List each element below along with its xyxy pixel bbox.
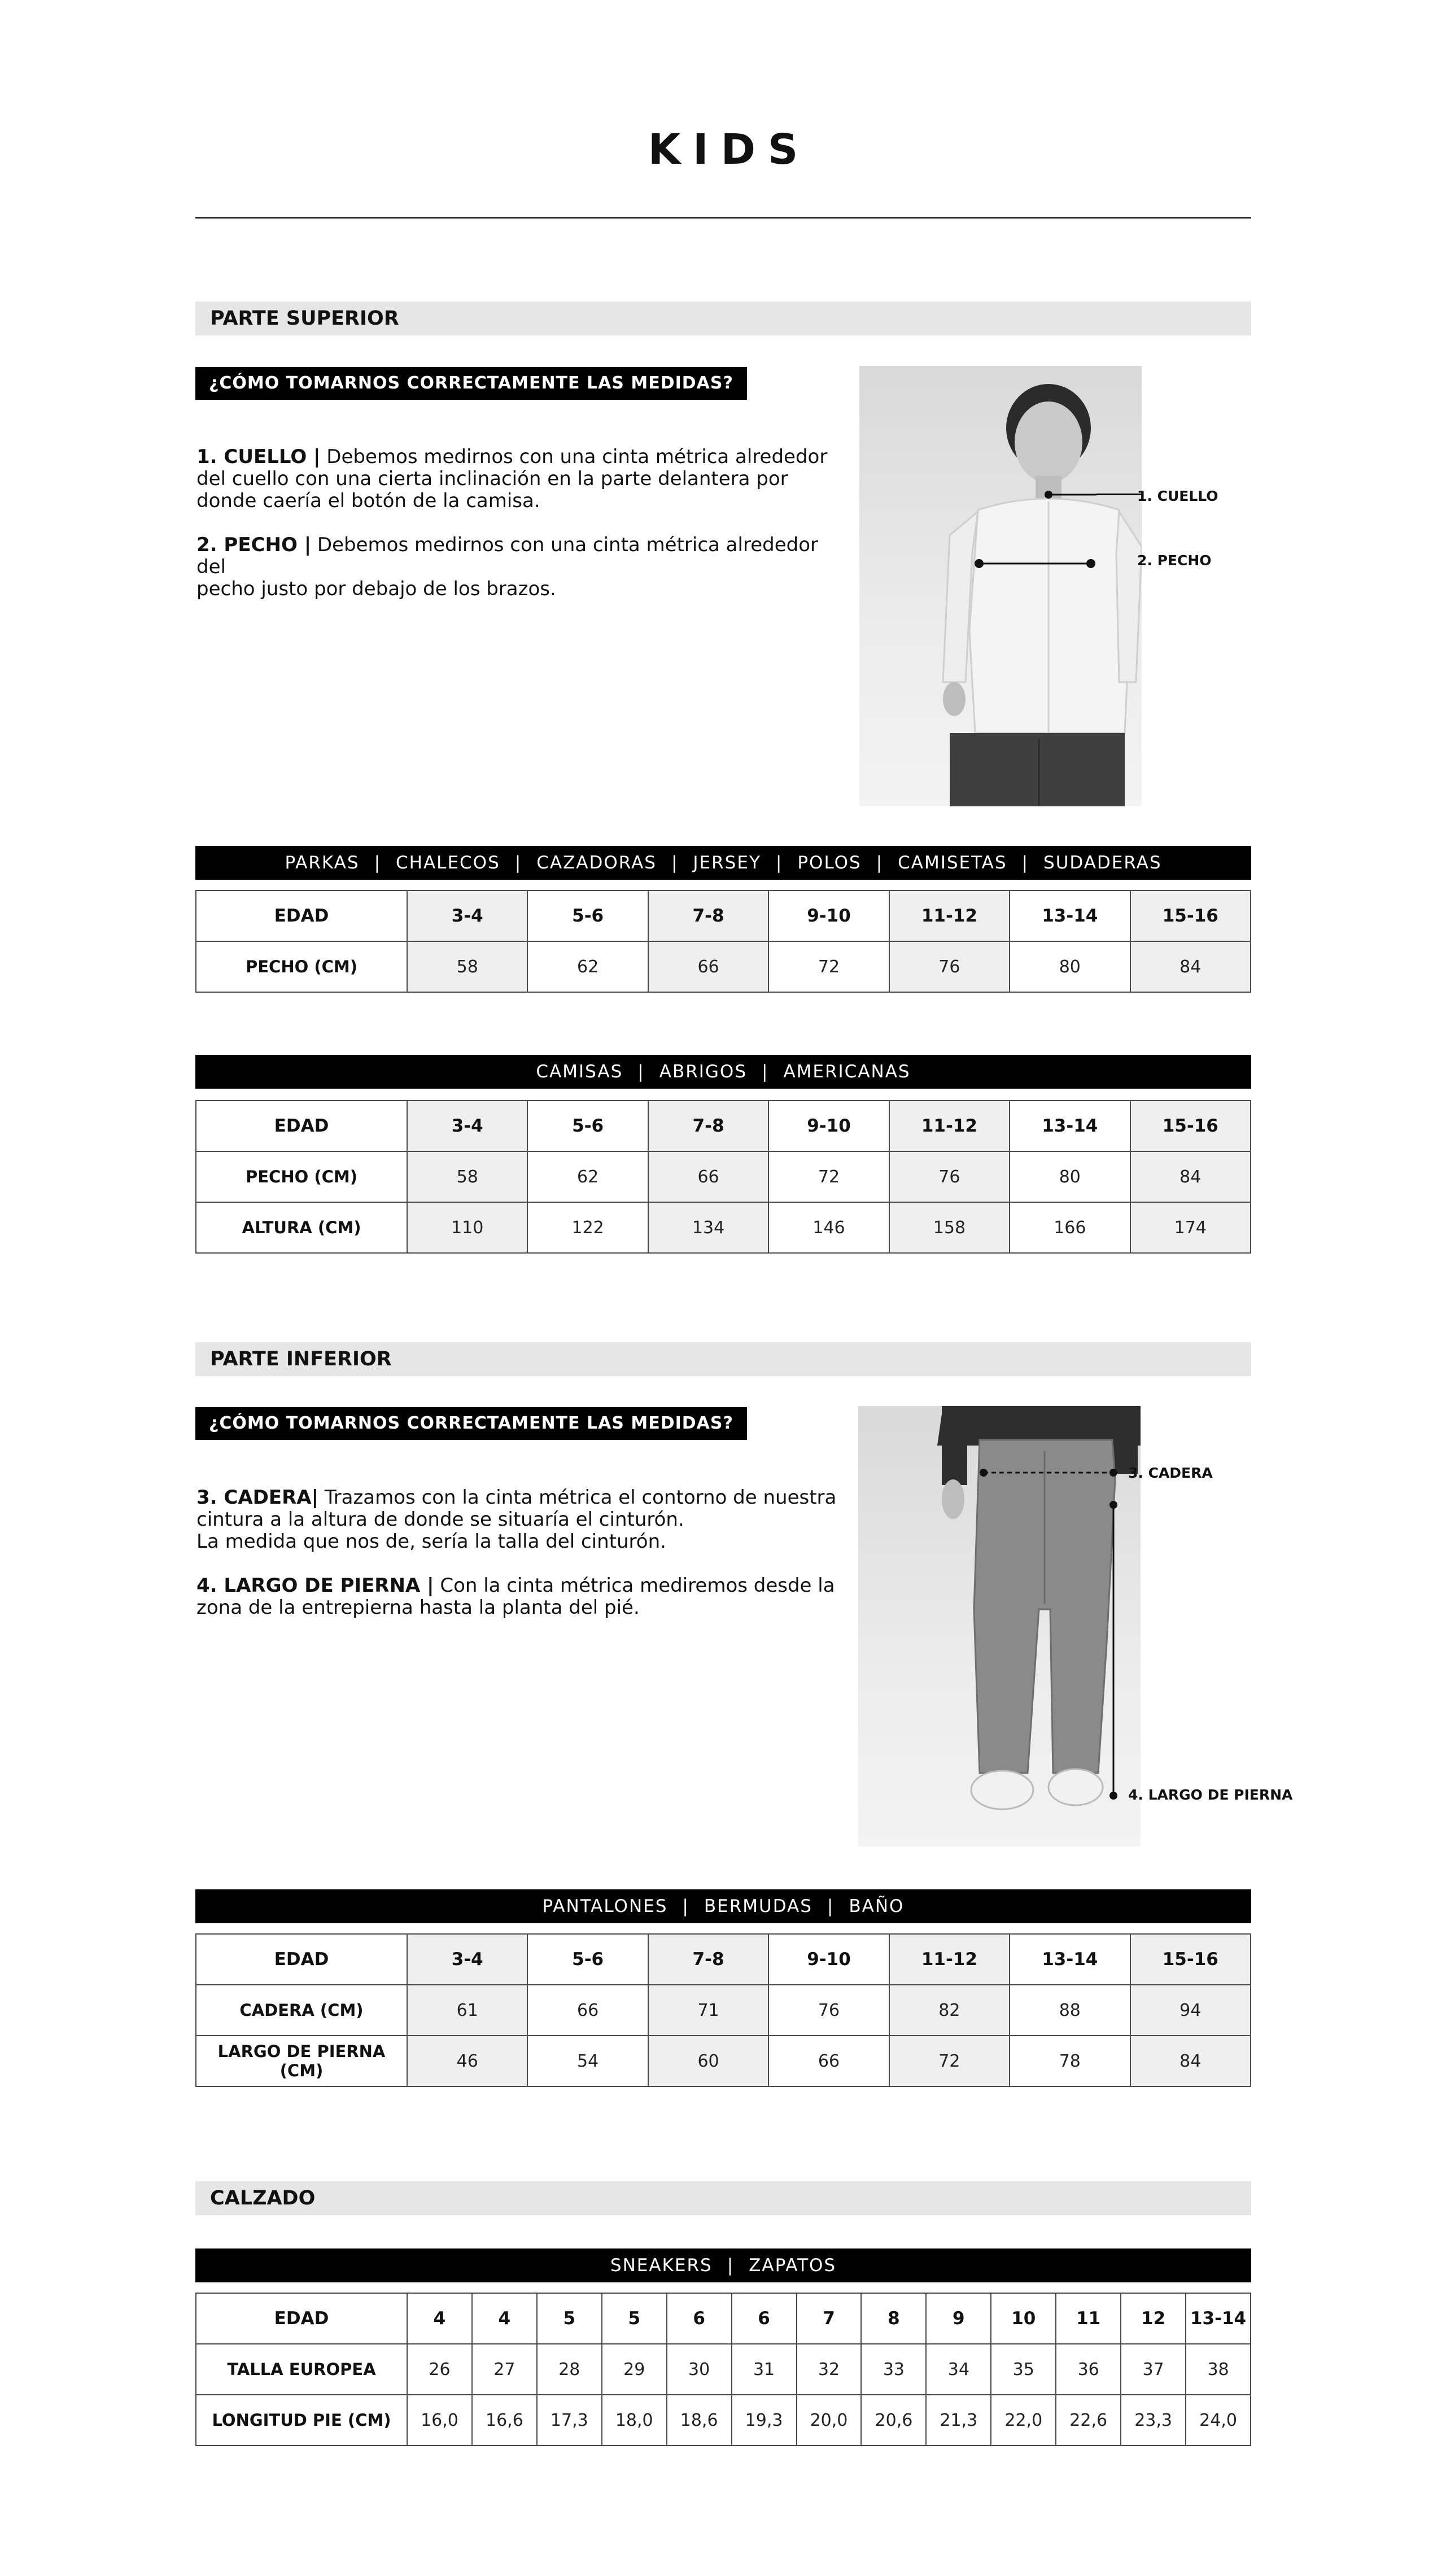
value-cell: 16,6 xyxy=(472,2395,537,2446)
category-abrigos: ABRIGOS xyxy=(659,1062,747,1082)
value-cell: 33 xyxy=(861,2344,926,2395)
section-header-bottom xyxy=(195,1342,1251,1376)
category-cazadoras: CAZADORAS xyxy=(536,853,657,873)
pants-model-photo xyxy=(858,1406,1141,1846)
age-cell: 5 xyxy=(537,2293,602,2344)
value-cell: 66 xyxy=(768,2036,889,2086)
instruction-chest: 2. PECHO | Debemos medirnos con una cinta métrica alrededor del pecho justo por debajo de los brazos. xyxy=(196,534,818,600)
category-bar-table2: CAMISAS | ABRIGOS | AMERICANAS xyxy=(195,1055,1251,1089)
value-cell: 84 xyxy=(1130,1151,1251,1202)
value-cell: 34 xyxy=(926,2344,991,2395)
value-cell: 22,6 xyxy=(1056,2395,1121,2446)
value-cell: 28 xyxy=(537,2344,602,2395)
value-cell: 58 xyxy=(407,1151,527,1202)
value-cell: 26 xyxy=(407,2344,472,2395)
category-bano: BAÑO xyxy=(849,1896,905,1916)
value-cell: 27 xyxy=(472,2344,537,2395)
category-zapatos: ZAPATOS xyxy=(749,2255,837,2276)
value-cell: 60 xyxy=(648,2036,768,2086)
age-cell: 6 xyxy=(667,2293,732,2344)
age-cell: 13-14 xyxy=(1186,2293,1251,2344)
value-cell: 80 xyxy=(1010,941,1130,992)
table-row xyxy=(196,2344,1251,2395)
table-row xyxy=(196,2036,1251,2086)
category-camisetas: CAMISETAS xyxy=(898,853,1007,873)
age-cell: 5-6 xyxy=(527,1101,648,1151)
value-cell: 22,0 xyxy=(991,2395,1056,2446)
value-cell: 58 xyxy=(407,941,527,992)
section-header-footwear xyxy=(195,2181,1251,2215)
age-cell: 3-4 xyxy=(407,1934,527,1985)
value-cell: 37 xyxy=(1121,2344,1186,2395)
size-table-shirts xyxy=(195,1100,1251,1254)
value-cell: 76 xyxy=(889,1151,1010,1202)
category-bar-table3: PANTALONES | BERMUDAS | BAÑO xyxy=(195,1889,1251,1923)
value-cell: 66 xyxy=(648,941,768,992)
table-row xyxy=(196,1985,1251,2036)
size-table-tops xyxy=(195,890,1251,993)
table-row xyxy=(196,1202,1251,1253)
value-cell: 32 xyxy=(797,2344,862,2395)
category-americanas: AMERICANAS xyxy=(783,1062,911,1082)
value-cell: 35 xyxy=(991,2344,1056,2395)
row-label: CADERA (CM) xyxy=(196,1985,407,2036)
value-cell: 16,0 xyxy=(407,2395,472,2446)
age-cell: 5 xyxy=(602,2293,667,2344)
value-cell: 76 xyxy=(768,1985,889,2036)
row-label: LARGO DE PIERNA (CM) xyxy=(196,2036,407,2086)
shirt-model-illustration xyxy=(859,366,1142,806)
value-cell: 80 xyxy=(1010,1151,1130,1202)
category-sudaderas: SUDADERAS xyxy=(1043,853,1162,873)
value-cell: 24,0 xyxy=(1186,2395,1251,2446)
value-cell: 19,3 xyxy=(732,2395,797,2446)
value-cell: 30 xyxy=(667,2344,732,2395)
category-bermudas: BERMUDAS xyxy=(704,1896,812,1916)
value-cell: 62 xyxy=(527,941,648,992)
size-table-footwear xyxy=(195,2293,1251,2446)
hip-measure-label: 3. CADERA xyxy=(1128,1465,1213,1481)
how-to-measure-tag-bottom: ¿CÓMO TOMARNOS CORRECTAMENTE LAS MEDIDAS? xyxy=(195,1407,747,1440)
age-cell: 8 xyxy=(861,2293,926,2344)
category-bar-table1: PARKAS | CHALECOS | CAZADORAS | JERSEY | POLOS | CAMISETAS | SUDADERAS xyxy=(195,846,1251,880)
value-cell: 62 xyxy=(527,1151,648,1202)
instruction-leg-length: 4. LARGO DE PIERNA | Con la cinta métrica mediremos desde la zona de la entrepierna hasta la planta del pié. xyxy=(196,1574,835,1619)
category-parkas: PARKAS xyxy=(285,853,360,873)
age-cell: 4 xyxy=(472,2293,537,2344)
value-cell: 72 xyxy=(768,1151,889,1202)
value-cell: 23,3 xyxy=(1121,2395,1186,2446)
value-cell: 29 xyxy=(602,2344,667,2395)
row-label: LONGITUD PIE (CM) xyxy=(196,2395,407,2446)
value-cell: 174 xyxy=(1130,1202,1251,1253)
instruction-hip: 3. CADERA| Trazamos con la cinta métrica el contorno de nuestra cintura a la altura de donde se situaría el cinturón. La medida que nos de, sería la talla del cinturón. xyxy=(196,1486,837,1553)
value-cell: 66 xyxy=(527,1985,648,2036)
section-header-bottom-label: PARTE INFERIOR xyxy=(210,1348,392,1370)
row-label: EDAD xyxy=(196,1101,407,1151)
row-label: ALTURA (CM) xyxy=(196,1202,407,1253)
category-bar-table4: SNEAKERS | ZAPATOS xyxy=(195,2248,1251,2282)
top-instructions xyxy=(196,446,846,622)
age-cell: 15-16 xyxy=(1130,1934,1251,1985)
age-cell: 4 xyxy=(407,2293,472,2344)
table-row xyxy=(196,1934,1251,1985)
value-cell: 36 xyxy=(1056,2344,1121,2395)
value-cell: 54 xyxy=(527,2036,648,2086)
age-cell: 9-10 xyxy=(768,1934,889,1985)
bottom-instructions xyxy=(196,1487,846,1641)
age-cell: 6 xyxy=(732,2293,797,2344)
age-cell: 3-4 xyxy=(407,1101,527,1151)
chest-measure-label: 2. PECHO xyxy=(1137,552,1212,569)
age-cell: 5-6 xyxy=(527,1934,648,1985)
value-cell: 94 xyxy=(1130,1985,1251,2036)
value-cell: 21,3 xyxy=(926,2395,991,2446)
title-divider xyxy=(195,217,1251,219)
age-cell: 11-12 xyxy=(889,890,1010,941)
shirt-model-photo xyxy=(859,366,1142,806)
table-row xyxy=(196,1151,1251,1202)
row-label: TALLA EUROPEA xyxy=(196,2344,407,2395)
value-cell: 72 xyxy=(889,2036,1010,2086)
category-sneakers: SNEAKERS xyxy=(610,2255,713,2276)
section-header-top-label: PARTE SUPERIOR xyxy=(210,307,399,330)
value-cell: 71 xyxy=(648,1985,768,2036)
age-cell: 11-12 xyxy=(889,1934,1010,1985)
category-polos: POLOS xyxy=(797,853,862,873)
age-cell: 11 xyxy=(1056,2293,1121,2344)
value-cell: 18,6 xyxy=(667,2395,732,2446)
table-row xyxy=(196,890,1251,941)
row-label: EDAD xyxy=(196,2293,407,2344)
value-cell: 122 xyxy=(527,1202,648,1253)
value-cell: 84 xyxy=(1130,941,1251,992)
pants-model-illustration xyxy=(858,1406,1141,1846)
value-cell: 31 xyxy=(732,2344,797,2395)
value-cell: 146 xyxy=(768,1202,889,1253)
value-cell: 38 xyxy=(1186,2344,1251,2395)
age-cell: 11-12 xyxy=(889,1101,1010,1151)
age-cell: 7 xyxy=(797,2293,862,2344)
neck-measure-label: 1. CUELLO xyxy=(1137,488,1218,504)
value-cell: 84 xyxy=(1130,2036,1251,2086)
row-label: EDAD xyxy=(196,890,407,941)
value-cell: 158 xyxy=(889,1202,1010,1253)
age-cell: 5-6 xyxy=(527,890,648,941)
row-label: PECHO (CM) xyxy=(196,941,407,992)
age-cell: 15-16 xyxy=(1130,890,1251,941)
value-cell: 82 xyxy=(889,1985,1010,2036)
section-header-top xyxy=(195,302,1251,335)
row-label: EDAD xyxy=(196,1934,407,1985)
table-row xyxy=(196,1101,1251,1151)
value-cell: 166 xyxy=(1010,1202,1130,1253)
value-cell: 20,0 xyxy=(797,2395,862,2446)
age-cell: 3-4 xyxy=(407,890,527,941)
age-cell: 12 xyxy=(1121,2293,1186,2344)
value-cell: 76 xyxy=(889,941,1010,992)
age-cell: 15-16 xyxy=(1130,1101,1251,1151)
value-cell: 20,6 xyxy=(861,2395,926,2446)
age-cell: 13-14 xyxy=(1010,1101,1130,1151)
age-cell: 9-10 xyxy=(768,890,889,941)
age-cell: 7-8 xyxy=(648,1934,768,1985)
category-chalecos: CHALECOS xyxy=(396,853,500,873)
value-cell: 17,3 xyxy=(537,2395,602,2446)
value-cell: 110 xyxy=(407,1202,527,1253)
value-cell: 46 xyxy=(407,2036,527,2086)
value-cell: 78 xyxy=(1010,2036,1130,2086)
value-cell: 66 xyxy=(648,1151,768,1202)
how-to-measure-tag-top: ¿CÓMO TOMARNOS CORRECTAMENTE LAS MEDIDAS? xyxy=(195,367,747,400)
age-cell: 13-14 xyxy=(1010,890,1130,941)
neck-pointer-line xyxy=(1096,494,1142,495)
category-jersey: JERSEY xyxy=(693,853,761,873)
value-cell: 61 xyxy=(407,1985,527,2036)
age-cell: 7-8 xyxy=(648,1101,768,1151)
value-cell: 72 xyxy=(768,941,889,992)
age-cell: 9-10 xyxy=(768,1101,889,1151)
table-row xyxy=(196,2293,1251,2344)
age-cell: 9 xyxy=(926,2293,991,2344)
value-cell: 88 xyxy=(1010,1985,1130,2036)
page-title: KIDS xyxy=(648,125,811,174)
table-row xyxy=(196,941,1251,992)
age-cell: 13-14 xyxy=(1010,1934,1130,1985)
table-row xyxy=(196,2395,1251,2446)
size-table-pants xyxy=(195,1933,1251,2087)
section-header-footwear-label: CALZADO xyxy=(210,2187,316,2210)
row-label: PECHO (CM) xyxy=(196,1151,407,1202)
category-pantalones: PANTALONES xyxy=(542,1896,668,1916)
instruction-neck: 1. CUELLO | Debemos medirnos con una cinta métrica alrededor del cuello con una cierta inclinación en la parte delantera por donde caería el botón de la camisa. xyxy=(196,446,828,512)
value-cell: 134 xyxy=(648,1202,768,1253)
category-camisas: CAMISAS xyxy=(536,1062,623,1082)
age-cell: 10 xyxy=(991,2293,1056,2344)
value-cell: 18,0 xyxy=(602,2395,667,2446)
age-cell: 7-8 xyxy=(648,890,768,941)
leg-length-measure-label: 4. LARGO DE PIERNA xyxy=(1128,1787,1293,1803)
